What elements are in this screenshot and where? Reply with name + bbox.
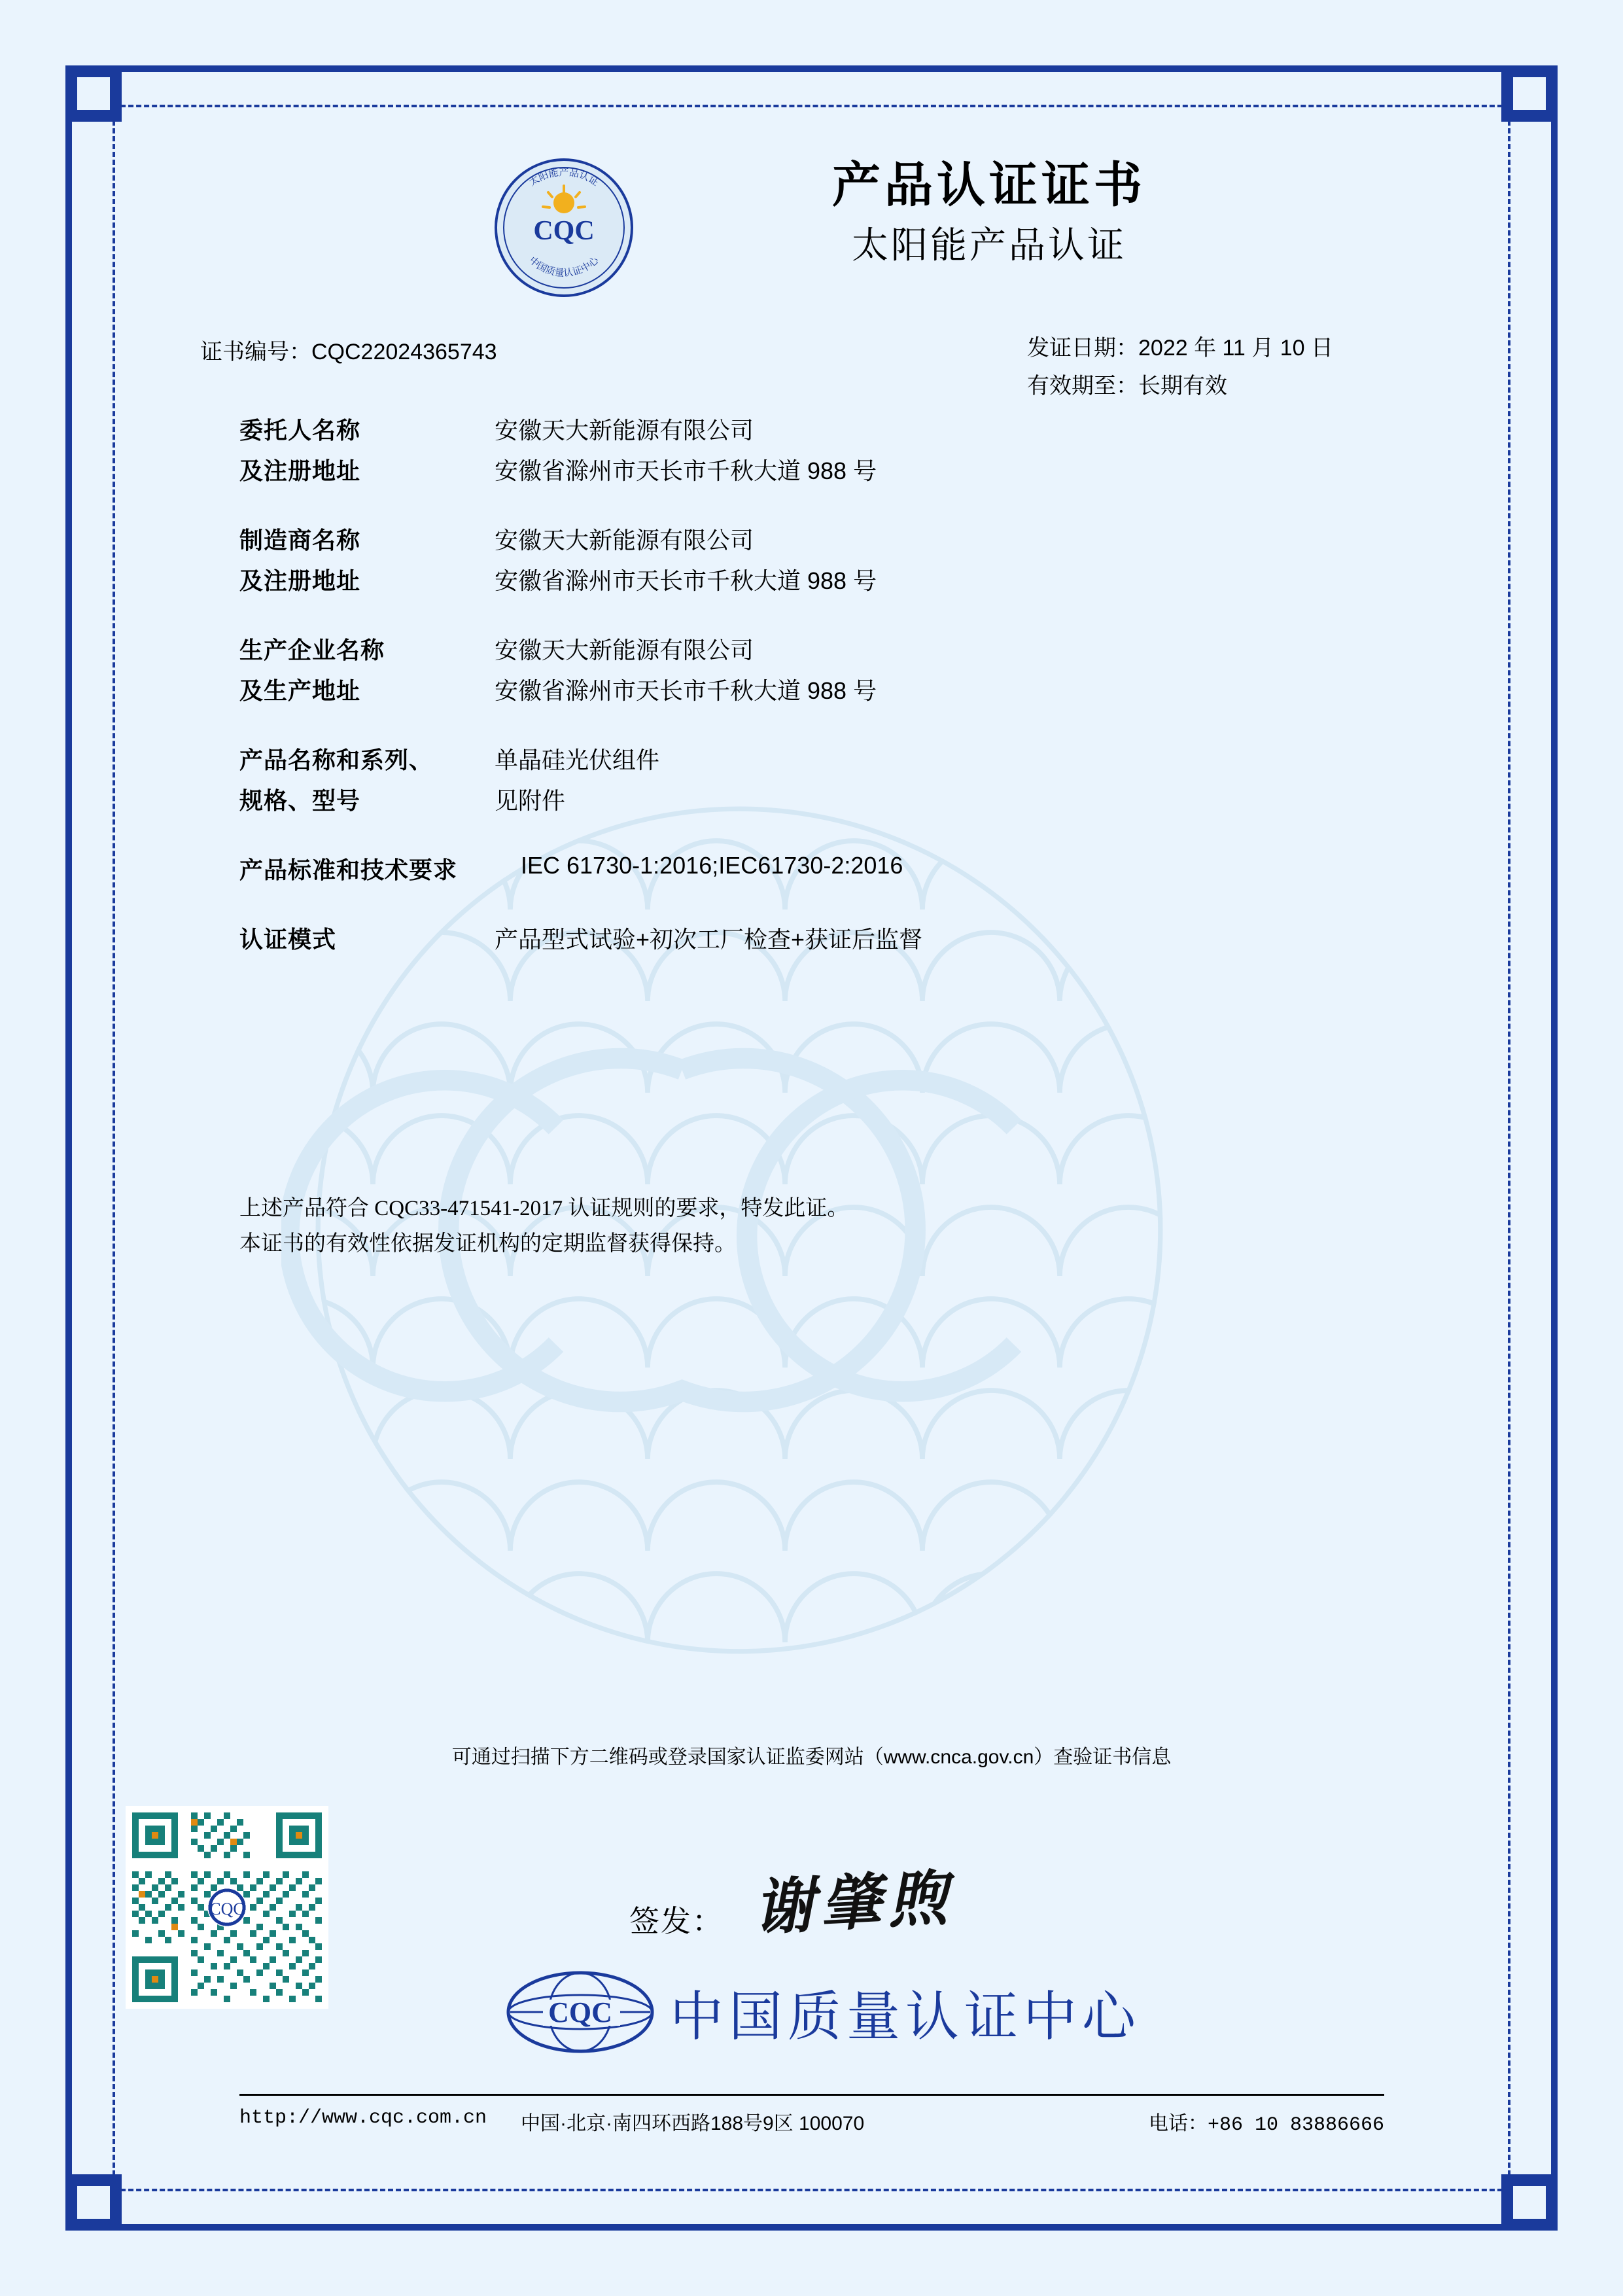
title-block <box>662 157 1316 266</box>
svg-text:CQC: CQC <box>209 1899 245 1918</box>
field-value: 安徽天大新能源有限公司 <box>495 527 754 554</box>
field-value: 单晶硅光伏组件 <box>495 747 660 773</box>
valid-until-label: 有效期至： <box>1027 374 1138 398</box>
field-label: 及注册地址 <box>239 567 361 594</box>
field-standard <box>239 852 1510 892</box>
field-group-standard <box>239 852 1510 892</box>
field-client-name <box>239 412 1510 453</box>
svg-text:CQC: CQC <box>548 1996 612 2028</box>
footer-phone: 电话：+86 10 83886666 <box>1148 2114 1384 2136</box>
page-title: 产品认证证书 <box>832 158 1146 212</box>
cqc-seal-icon <box>492 156 636 300</box>
field-label: 生产企业名称 <box>239 637 385 663</box>
qr-code-icon[interactable] <box>126 1806 328 2009</box>
certificate-footer <box>239 2104 1384 2144</box>
field-label: 规格、型号 <box>239 787 361 814</box>
field-group-factory <box>239 632 1510 713</box>
svg-text:CQC: CQC <box>533 216 595 246</box>
verification-note: 可通过扫描下方二维码或登录国家认证监委网站（www.cnca.gov.cn）查验证书信息 <box>451 1746 1172 1768</box>
certificate-content <box>113 105 1510 2191</box>
issue-date-label: 发证日期： <box>1027 336 1138 361</box>
field-value: IEC 61730-1:2016;IEC61730-2:2016 <box>521 852 903 879</box>
certificate-fields <box>113 412 1510 991</box>
footer-address: 中国·北京·南四环西路188号9区 100070 <box>521 2113 865 2134</box>
certificate-number <box>200 334 497 366</box>
signature-area <box>113 1793 1510 2068</box>
svg-text:中国质量认证中心: 中国质量认证中心 <box>527 255 601 279</box>
field-manufacturer-address <box>239 563 1510 603</box>
valid-until <box>1027 368 1227 400</box>
page-subtitle: 太阳能产品认证 <box>852 224 1126 266</box>
field-value: 安徽天大新能源有限公司 <box>495 417 754 444</box>
organization-name: 中国质量认证中心 <box>670 1987 1142 2047</box>
field-label: 产品名称和系列、 <box>239 747 434 773</box>
field-group-product <box>239 742 1510 823</box>
field-label: 委托人名称 <box>239 417 361 444</box>
field-product-model <box>239 783 1510 823</box>
field-factory-name <box>239 632 1510 673</box>
certificate-number-value: CQC22024365743 <box>311 340 497 364</box>
cqc-globe-icon <box>505 1969 655 2055</box>
field-manufacturer-name <box>239 522 1510 563</box>
field-certification-mode <box>239 921 1510 962</box>
field-group-client <box>239 412 1510 493</box>
certificate-meta <box>113 327 1510 399</box>
field-factory-address <box>239 673 1510 713</box>
field-group-mode <box>239 921 1510 962</box>
svg-text:太阳能产品认证: 太阳能产品认证 <box>527 167 601 188</box>
corner-ornament-inner-top-left <box>77 77 110 110</box>
field-label: 产品标准和技术要求 <box>239 857 458 883</box>
field-value: 见附件 <box>495 787 566 814</box>
corner-ornament-inner-top-right <box>1513 77 1546 110</box>
field-label: 制造商名称 <box>239 527 361 554</box>
certificate-header <box>113 131 1510 327</box>
signature-label: 签发： <box>629 1904 724 1938</box>
field-client-address <box>239 453 1510 493</box>
field-label: 及生产地址 <box>239 677 361 704</box>
certificate-number-label: 证书编号： <box>200 340 311 364</box>
issuing-organization <box>505 1969 1141 2055</box>
statement-line-2: 本证书的有效性依据发证机构的定期监督获得保持。 <box>239 1232 736 1256</box>
statement-line-1: 上述产品符合 CQC33-471541-2017 认证规则的要求，特发此证。 <box>239 1197 849 1220</box>
field-value: 安徽省滁州市天长市千秋大道 988 号 <box>495 457 877 484</box>
field-label: 认证模式 <box>239 926 337 953</box>
field-value: 安徽省滁州市天长市千秋大道 988 号 <box>495 567 877 594</box>
corner-ornament-inner-bottom-left <box>77 2186 110 2219</box>
footer-website[interactable]: http://www.cqc.com.cn <box>239 2107 487 2129</box>
corner-ornament-inner-bottom-right <box>1513 2186 1546 2219</box>
field-value: 安徽省滁州市天长市千秋大道 988 号 <box>495 677 877 704</box>
certificate-statement <box>239 1191 1352 1262</box>
signature-name: 谢肇煦 <box>752 1865 956 1942</box>
valid-until-value: 长期有效 <box>1138 374 1227 398</box>
issue-date <box>1027 330 1333 362</box>
field-value: 安徽天大新能源有限公司 <box>495 637 754 663</box>
footer-divider <box>239 2094 1384 2096</box>
field-group-manufacturer <box>239 522 1510 603</box>
field-product-name <box>239 742 1510 783</box>
field-label: 及注册地址 <box>239 457 361 484</box>
issue-date-value: 2022 年 11 月 10 日 <box>1138 336 1333 361</box>
field-value: 产品型式试验+初次工厂检查+获证后监督 <box>495 926 923 953</box>
